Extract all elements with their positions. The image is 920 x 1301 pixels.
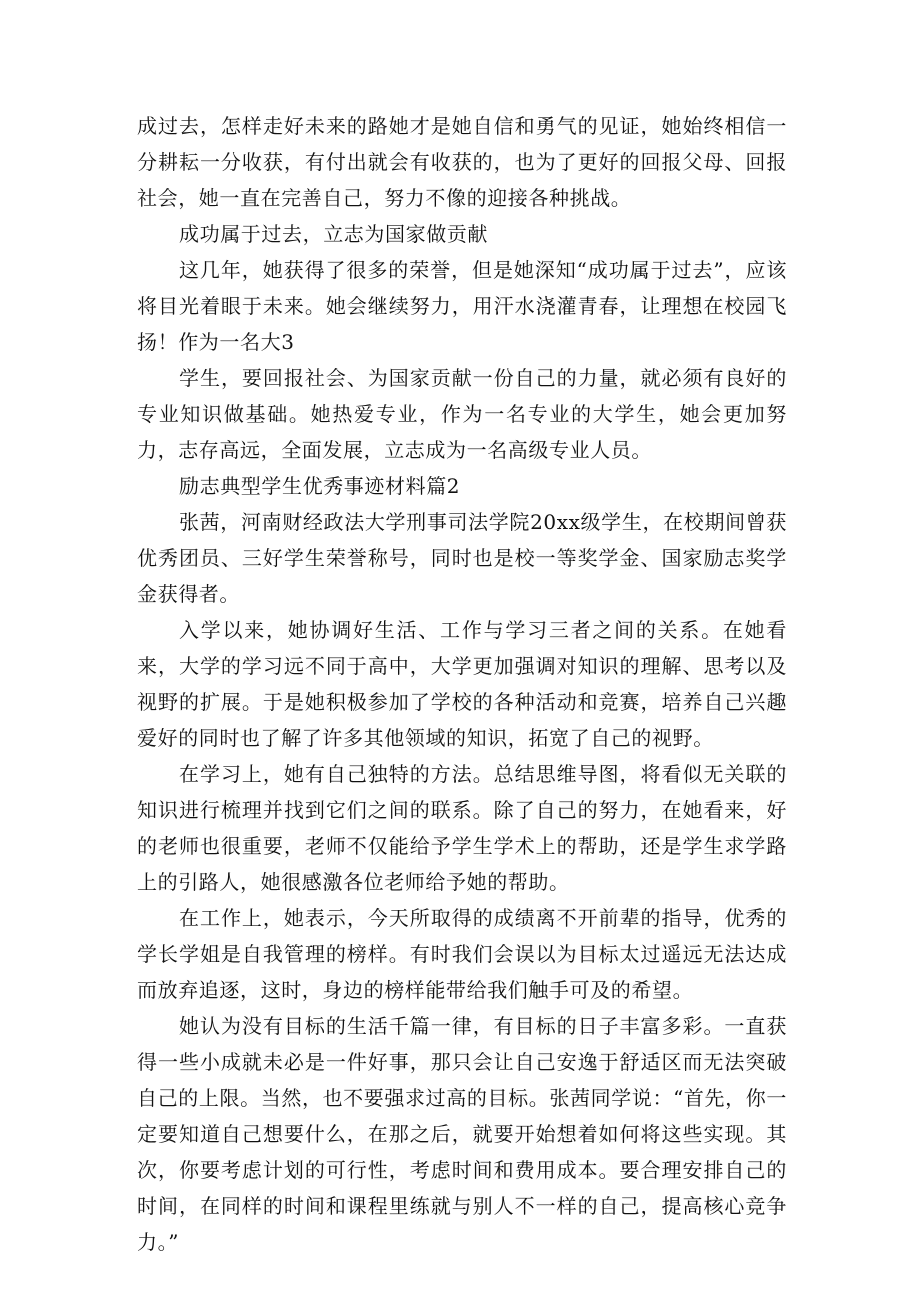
paragraph-continuation: 成过去，怎样走好未来的路她才是她自信和勇气的见证，她始终相信一分耕耘一分收获，有付出就会有收获的，也为了更好的回报父母、回报社会，她一直在完善自己，努力不像的迎接各种挑战。 (137, 114, 787, 210)
paragraph: 在工作上，她表示，今天所取得的成绩离不开前辈的指导，优秀的学长学姐是自我管理的榜样。有时我们会误以为目标太过遥远无法达成而放弃追逐，这时，身边的榜样能带给我们触手可及的希望。 (137, 906, 787, 1002)
paragraph: 学生，要回报社会、为国家贡献一份自己的力量，就必须有良好的专业知识做基础。她热爱专业，作为一名专业的大学生，她会更加努力，志存高远，全面发展，立志成为一名高级专业人员。 (137, 366, 787, 462)
paragraph: 张茜，河南财经政法大学刑事司法学院20xx级学生，在校期间曾获优秀团员、三好学生荣誉称号，同时也是校一等奖学金、国家励志奖学金获得者。 (137, 510, 787, 606)
paragraph: 她认为没有目标的生活千篇一律，有目标的日子丰富多彩。一直获得一些小成就未必是一件好事，那只会让自己安逸于舒适区而无法突破自己的上限。当然，也不要强求过高的目标。张茜同学说：“首先，你一定要知道自己想要什么，在那之后，就要开始想着如何将这些实现。其次，你要考虑计划的可行性，考虑时间和费用成本。要合理安排自己的时间，在同样的时间和课程里练就与别人不一样的自己，提高核心竞争力。” (137, 1014, 787, 1254)
paragraph: 入学以来，她协调好生活、工作与学习三者之间的关系。在她看来，大学的学习远不同于高中，大学更加强调对知识的理解、思考以及视野的扩展。于是她积极参加了学校的各种活动和竞赛，培养自己兴趣爱好的同时也了解了许多其他领域的知识，拓宽了自己的视野。 (137, 618, 787, 750)
section-heading-article-2: 励志典型学生优秀事迹材料篇2 (179, 474, 461, 498)
paragraph: 这几年，她获得了很多的荣誉，但是她深知“成功属于过去”，应该将目光着眼于未来。她会继续努力，用汗水浇灌青春，让理想在校园飞扬！作为一名大3 (137, 258, 787, 354)
paragraph: 在学习上，她有自己独特的方法。总结思维导图，将看似无关联的知识进行梳理并找到它们之间的联系。除了自己的努力，在她看来，好的老师也很重要，老师不仅能给予学生学术上的帮助，还是学生求学路上的引路人，她很感激各位老师给予她的帮助。 (137, 762, 787, 894)
section-heading-success: 成功属于过去，立志为国家做贡献 (179, 222, 488, 246)
document-body (137, 108, 787, 1260)
